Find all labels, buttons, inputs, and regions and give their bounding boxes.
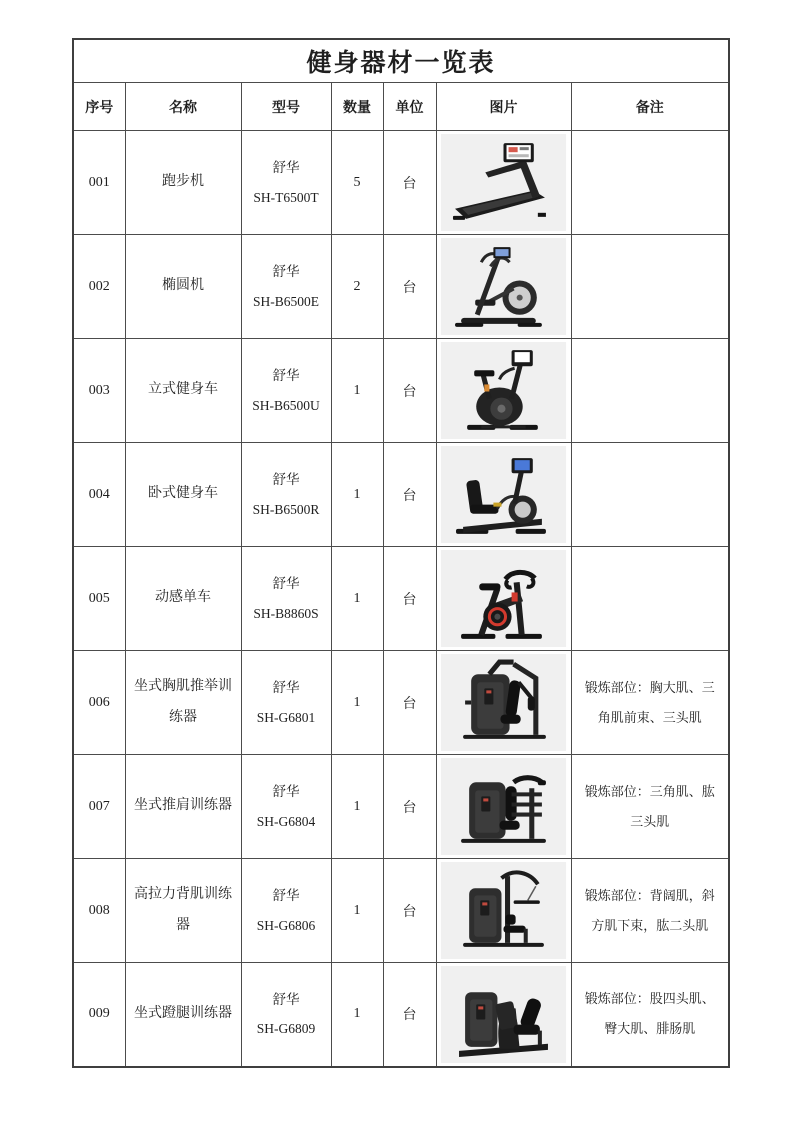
unit: 台	[383, 963, 436, 1067]
unit: 台	[383, 547, 436, 651]
model-number: SH-B6500R	[252, 501, 320, 517]
unit: 台	[383, 443, 436, 547]
quantity: 1	[331, 755, 383, 859]
remark	[571, 547, 729, 651]
header-unit: 单位	[383, 83, 436, 131]
brand: 舒华	[272, 576, 300, 592]
model-cell	[241, 235, 331, 339]
serial-number: 004	[73, 443, 125, 547]
quantity: 5	[331, 131, 383, 235]
header-picture: 图片	[436, 83, 571, 131]
elliptical-image	[440, 238, 567, 335]
picture-cell	[436, 131, 571, 235]
model-cell	[241, 755, 331, 859]
serial-number: 003	[73, 339, 125, 443]
page-title: 健身器材一览表	[73, 39, 729, 83]
table-header-row	[73, 83, 729, 131]
brand: 舒华	[272, 264, 300, 280]
serial-number: 006	[73, 651, 125, 755]
equipment-table	[72, 38, 730, 1068]
model-number: SH-T6500T	[253, 189, 319, 205]
model-cell	[241, 651, 331, 755]
equipment-name: 卧式健身车	[125, 443, 241, 547]
brand: 舒华	[272, 992, 300, 1008]
equipment-name: 椭圆机	[125, 235, 241, 339]
equipment-name: 坐式蹬腿训练器	[125, 963, 241, 1067]
quantity: 1	[331, 859, 383, 963]
brand: 舒华	[272, 680, 300, 696]
header-model: 型号	[241, 83, 331, 131]
model-number: SH-B6500E	[252, 293, 319, 309]
shoulder-press-machine-image	[440, 758, 567, 855]
model-number: SH-G6801	[256, 709, 316, 725]
table-row	[73, 859, 729, 963]
table-row	[73, 339, 729, 443]
chest-press-machine-image	[440, 654, 567, 751]
serial-number: 001	[73, 131, 125, 235]
header-quantity: 数量	[331, 83, 383, 131]
model-cell	[241, 859, 331, 963]
remark	[571, 443, 729, 547]
remark: 锻炼部位：三角肌、肱三头肌	[571, 755, 729, 859]
brand: 舒华	[272, 472, 300, 488]
recumbent-bike-image	[440, 446, 567, 543]
serial-number: 009	[73, 963, 125, 1067]
model-number: SH-G6809	[256, 1021, 316, 1037]
quantity: 1	[331, 443, 383, 547]
brand: 舒华	[272, 784, 300, 800]
model-cell	[241, 131, 331, 235]
table-row	[73, 235, 729, 339]
equipment-name: 跑步机	[125, 131, 241, 235]
unit: 台	[383, 859, 436, 963]
equipment-name: 立式健身车	[125, 339, 241, 443]
picture-cell	[436, 235, 571, 339]
brand: 舒华	[272, 888, 300, 904]
remark: 锻炼部位：背阔肌，斜方肌下束，肱二头肌	[571, 859, 729, 963]
brand: 舒华	[272, 368, 300, 384]
remark	[571, 131, 729, 235]
table-row	[73, 443, 729, 547]
header-name: 名称	[125, 83, 241, 131]
model-cell	[241, 547, 331, 651]
table-row	[73, 755, 729, 859]
picture-cell	[436, 339, 571, 443]
model-number: SH-B6500U	[252, 397, 320, 413]
equipment-name: 坐式推肩训练器	[125, 755, 241, 859]
model-number: SH-G6806	[256, 917, 316, 933]
picture-cell	[436, 651, 571, 755]
brand: 舒华	[272, 160, 300, 176]
header-remark: 备注	[571, 83, 729, 131]
lat-pulldown-machine-image	[440, 862, 567, 959]
table-row	[73, 963, 729, 1067]
leg-press-machine-image	[440, 966, 567, 1063]
unit: 台	[383, 651, 436, 755]
unit: 台	[383, 755, 436, 859]
picture-cell	[436, 443, 571, 547]
model-cell	[241, 443, 331, 547]
equipment-name: 坐式胸肌推举训练器	[125, 651, 241, 755]
header-serial: 序号	[73, 83, 125, 131]
table-row	[73, 131, 729, 235]
unit: 台	[383, 339, 436, 443]
picture-cell	[436, 755, 571, 859]
model-cell	[241, 339, 331, 443]
spin-bike-image	[440, 550, 567, 647]
picture-cell	[436, 963, 571, 1067]
serial-number: 007	[73, 755, 125, 859]
remark	[571, 339, 729, 443]
picture-cell	[436, 859, 571, 963]
table-row	[73, 651, 729, 755]
serial-number: 008	[73, 859, 125, 963]
unit: 台	[383, 235, 436, 339]
unit: 台	[383, 131, 436, 235]
remark: 锻炼部位：股四头肌、臀大肌、腓肠肌	[571, 963, 729, 1067]
upright-bike-image	[440, 342, 567, 439]
serial-number: 005	[73, 547, 125, 651]
quantity: 2	[331, 235, 383, 339]
quantity: 1	[331, 651, 383, 755]
quantity: 1	[331, 547, 383, 651]
table-row	[73, 547, 729, 651]
serial-number: 002	[73, 235, 125, 339]
equipment-name: 动感单车	[125, 547, 241, 651]
picture-cell	[436, 547, 571, 651]
quantity: 1	[331, 963, 383, 1067]
treadmill-image	[440, 134, 567, 231]
quantity: 1	[331, 339, 383, 443]
model-number: SH-G6804	[256, 813, 316, 829]
remark: 锻炼部位：胸大肌、三角肌前束、三头肌	[571, 651, 729, 755]
model-number: SH-B8860S	[253, 605, 319, 621]
remark	[571, 235, 729, 339]
model-cell	[241, 963, 331, 1067]
table-title-row	[73, 39, 729, 83]
equipment-name: 高拉力背肌训练器	[125, 859, 241, 963]
